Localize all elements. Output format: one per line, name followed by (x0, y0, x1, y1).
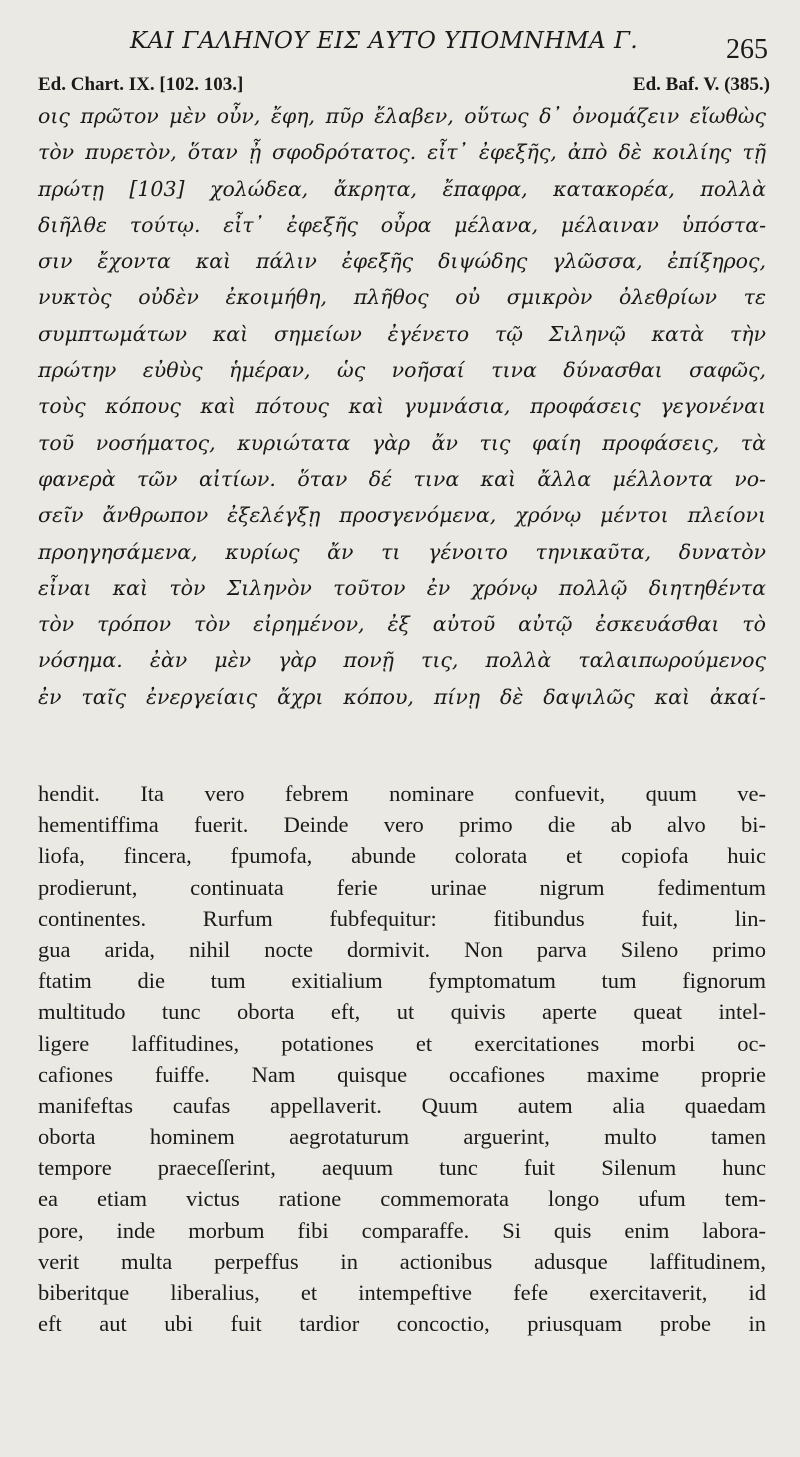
latin-line: hendit. Ita vero febrem nominare confuevit, quum ve- (38, 781, 766, 806)
greek-line: συμπτωμάτων καὶ σημείων ἐγένετο τῷ Σιληνῷ κατὰ τὴν (38, 321, 766, 346)
latin-line: cafiones fuiffe. Nam quisque occafiones maxime proprie (38, 1061, 766, 1087)
edition-basel-ref: Ed. Baf. V. (385.) (632, 74, 770, 95)
greek-line: νόσημα. ἐὰν μὲν γὰρ πονῇ τις, πολλὰ ταλαιπωρούμενος (38, 648, 766, 673)
latin-line: multitudo tunc oborta eft, ut quivis aperte queat intel- (38, 999, 766, 1025)
greek-line: φανερὰ τῶν αἰτίων. ὅταν δέ τινα καὶ ἄλλα μέλλοντα νο- (38, 466, 766, 491)
greek-line: τοὺς κόπους καὶ πότους καὶ γυμνάσια, προφάσεις γεγονέναι (38, 394, 766, 419)
latin-line: ligere laffitudines, potationes et exercitationes morbi oc- (38, 1030, 766, 1056)
latin-line: ftatim die tum exitialium fymptomatum tum fignorum (38, 968, 766, 994)
greek-line: διῆλθε τούτῳ. εἶτ᾽ ἐφεξῆς οὖρα μέλανα, μέλαιναν ὑπόστα- (38, 212, 766, 237)
greek-line: σεῖν ἄνθρωπον ἐξελέγξῃ προσγενόμενα, χρόνῳ μέντοι πλείονι (38, 503, 766, 528)
greek-line: ἐν ταῖς ἐνεργείαις ἄχρι κόπου, πίνῃ δὲ δαψιλῶς καὶ ἀκαί- (38, 684, 766, 709)
latin-line: oborta hominem aegrotaturum arguerint, multo tamen (38, 1124, 766, 1150)
latin-line: hementiffima fuerit. Deinde vero primo die ab alvo bi- (38, 812, 766, 838)
running-title: ΚΑΙ ΓΑΛΗΝΟΥ ΕΙΣ ΑΥΤΟ ΥΠΟΜΝΗΜΑ Γ. (130, 28, 639, 54)
latin-line: gua arida, nihil nocte dormivit. Non parva Sileno primo (38, 936, 766, 962)
edition-chartier-ref: Ed. Chart. IX. [102. 103.] (38, 74, 244, 95)
latin-line: prodierunt, continuata ferie urinae nigrum fedimentum (38, 874, 766, 900)
greek-line: προηγησάμενα, κυρίως ἄν τι γένοιτο τηνικαῦτα, δυνατὸν (38, 539, 766, 564)
greek-line: πρώτην εὐθὺς ἡμέραν, ὡς νοῆσαί τινα δύνασθαι σαφῶς, (38, 358, 766, 383)
greek-text-block (38, 98, 766, 715)
latin-line: tempore praeceſſerint, aequum tunc fuit Silenum hunc (38, 1155, 766, 1181)
latin-text-block (38, 778, 766, 1339)
greek-line: σιν ἔχοντα καὶ πάλιν ἐφεξῆς διψώδης γλῶσσα, ἐπίξηρος, (38, 249, 766, 274)
greek-line: οις πρῶτον μὲν οὖν, ἔφη, πῦρ ἔλαβεν, οὕτως δ᾽ ὀνομάζειν εἴωθὼς (38, 104, 766, 128)
greek-line: τὸν πυρετὸν, ὅταν ᾖ σφοδρότατος. εἶτ᾽ ἐφεξῆς, ἀπὸ δὲ κοιλίης τῇ (38, 140, 766, 165)
page-number: 265 (726, 34, 768, 65)
latin-line: manifeftas caufas appellaverit. Quum autem alia quaedam (38, 1092, 766, 1118)
latin-line: eft aut ubi fuit tardior concoctio, priusquam probe in (38, 1311, 766, 1337)
greek-line: πρώτῃ [103] χολώδεα, ἄκρητα, ἔπαφρα, κατακορέα, πολλὰ (38, 176, 766, 201)
greek-line: νυκτὸς οὐδὲν ἐκοιμήθη, πλῆθος οὐ σμικρὸν ὀλεθρίων τε (38, 285, 766, 310)
latin-line: biberitque liberalius, et intempeftive fefe exercitaverit, id (38, 1280, 766, 1305)
greek-line: τὸν τρόπον τὸν εἰρημένον, ἐξ αὐτοῦ αὐτῷ ἐσκευάσθαι τὸ (38, 612, 766, 637)
latin-line: pore, inde morbum fibi comparaffe. Si quis enim labora- (38, 1217, 766, 1243)
latin-line: verit multa perpeffus in actionibus adusque laffitudinem, (38, 1248, 766, 1274)
latin-line: ea etiam victus ratione commemorata longo ufum tem- (38, 1186, 766, 1212)
latin-line: liofa, fincera, fpumofa, abunde colorata et copiofa huic (38, 843, 766, 869)
latin-line: continentes. Rurfum fubfequitur: fitibundus fuit, lin- (38, 905, 766, 931)
greek-line: εἶναι καὶ τὸν Σιληνὸν τοῦτον ἐν χρόνῳ πολλῷ διητηθέντα (38, 575, 766, 600)
greek-line: τοῦ νοσήματος, κυριώτατα γὰρ ἄν τις φαίη προφάσεις, τὰ (38, 430, 766, 455)
